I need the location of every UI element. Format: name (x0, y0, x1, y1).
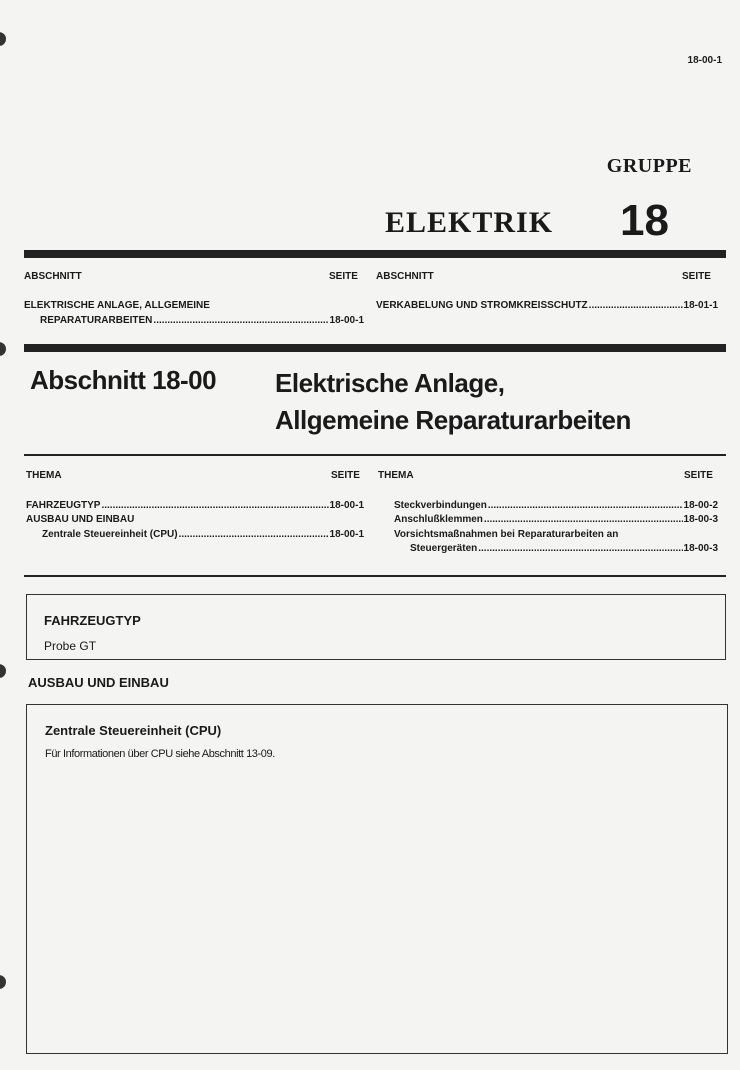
toc-entry: REPARATURARBEITEN ..... 18-00-1 (40, 315, 364, 327)
toc-page-header: SEITE (682, 271, 711, 282)
punch-hole (0, 975, 6, 989)
divider-line (24, 454, 726, 456)
toc-entry: FAHRZEUGTYP ..... 18-00-1 (26, 500, 364, 512)
vehicle-type-text: Probe GT (44, 639, 97, 653)
group-number: 18 (620, 196, 669, 245)
toc-entry: AUSBAU UND EINBAU (26, 514, 135, 525)
punch-hole (0, 342, 6, 356)
toc-section-header: ABSCHNITT (24, 271, 82, 282)
vehicle-type-heading: FAHRZEUGTYP (44, 613, 141, 628)
toc-page-header: SEITE (331, 470, 360, 481)
toc-topic-header: THEMA (378, 470, 414, 481)
toc-entry: Vorsichtsmaßnahmen bei Reparaturarbeiten an (394, 529, 619, 540)
cpu-box (26, 704, 728, 1054)
toc-page-header: SEITE (329, 271, 358, 282)
divider-bar (24, 344, 726, 352)
cpu-text: Für Informationen über CPU siehe Abschnitt 13-09. (45, 748, 275, 760)
punch-hole (0, 32, 6, 46)
removal-heading: AUSBAU UND EINBAU (28, 675, 169, 690)
toc-section-header: ABSCHNITT (376, 271, 434, 282)
toc-entry: Zentrale Steuereinheit (CPU) ..... 18-00-1 (42, 529, 364, 541)
toc-entry: ELEKTRISCHE ANLAGE, ALLGEMEINE (24, 300, 210, 311)
group-title: ELEKTRIK (385, 206, 554, 239)
divider-line (24, 575, 726, 577)
group-label: GRUPPE (606, 155, 692, 177)
section-number: Abschnitt 18-00 (30, 365, 217, 395)
toc-entry: Steuergeräten ..... 18-00-3 (410, 543, 718, 555)
divider-bar (24, 250, 726, 258)
toc-topic-header: THEMA (26, 470, 62, 481)
section-title: Elektrische Anlage, Allgemeine Reparaturarbeiten (275, 368, 631, 435)
vehicle-type-box (26, 594, 726, 660)
page-number: 18-00-1 (687, 55, 722, 66)
toc-page-header: SEITE (684, 470, 713, 481)
cpu-heading: Zentrale Steuereinheit (CPU) (45, 723, 222, 738)
toc-entry: Anschlußklemmen ..... 18-00-3 (394, 514, 718, 526)
punch-hole (0, 664, 6, 678)
toc-entry: VERKABELUNG UND STROMKREISSCHUTZ ..... 18-01-1 (376, 300, 718, 312)
toc-entry: Steckverbindungen ..... 18-00-2 (394, 500, 718, 512)
